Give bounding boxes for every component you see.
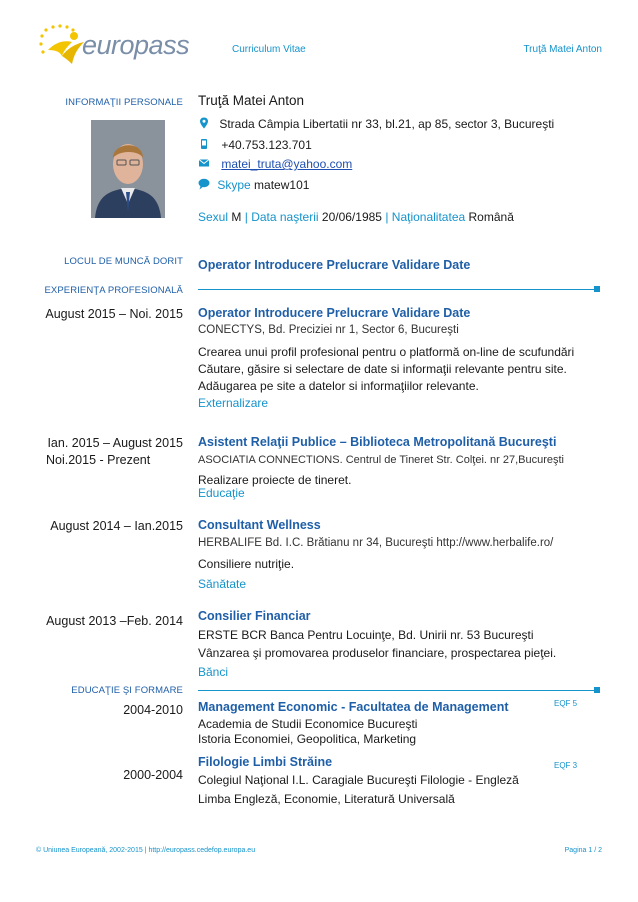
section-label-desired-job: LOCUL DE MUNCĂ DORIT <box>64 256 183 267</box>
experience-dates-secondary: Noi.2015 - Prezent <box>46 453 151 467</box>
birth-label: Data naşterii <box>251 210 319 224</box>
experience-title: Consultant Wellness <box>198 518 321 532</box>
section-divider <box>198 690 596 691</box>
doc-title: Curriculum Vitae <box>232 44 306 55</box>
nationality-value: Română <box>468 210 514 224</box>
section-label-experience: EXPERIENŢA PROFESIONALĂ <box>44 285 183 296</box>
experience-description-line: Realizare proiecte de tineret. <box>198 473 352 487</box>
experience-description-line: Consiliere nutriţie. <box>198 557 295 571</box>
education-dates: 2000-2004 <box>123 768 183 782</box>
email-link[interactable]: matei_truta@yahoo.com <box>221 157 353 171</box>
section-label-education: EDUCAŢIE ŞI FORMARE <box>71 685 183 696</box>
experience-dates: August 2013 –Feb. 2014 <box>46 614 183 628</box>
experience-category: Educaţie <box>198 486 245 500</box>
header-name: Truţă Matei Anton <box>523 44 602 55</box>
experience-description-line: Adăugarea pe site a datelor si informaţiilor relevante. <box>198 379 479 393</box>
education-dates: 2004-2010 <box>123 703 183 717</box>
speech-bubble-icon <box>198 178 210 190</box>
separator: | <box>385 210 389 224</box>
education-title: Filologie Limbi Străine <box>198 755 333 769</box>
experience-dates: August 2015 – Noi. 2015 <box>45 307 183 321</box>
phone-icon <box>198 138 210 150</box>
experience-category: Bănci <box>198 665 229 679</box>
education-title: Management Economic - Facultatea de Management <box>198 700 509 714</box>
nationality-label: Naţionalitatea <box>391 210 466 224</box>
location-pin-icon <box>198 117 210 129</box>
skype-id: matew101 <box>254 178 310 192</box>
section-label-personal: INFORMAŢII PERSONALE <box>65 97 183 108</box>
experience-dates: Ian. 2015 – August 2015 <box>47 436 183 450</box>
section-divider-end <box>594 286 600 292</box>
address: Strada Câmpia Libertatii nr 33, bl.21, ap 85, sector 3, Bucureşti <box>219 117 555 131</box>
email-row <box>198 157 352 171</box>
eqf-level: EQF 3 <box>554 761 578 770</box>
europass-logo <box>38 24 188 68</box>
sex-label: Sexul <box>198 210 229 224</box>
section-divider-end <box>594 687 600 693</box>
education-institution: Academia de Studii Economice Bucureşti <box>198 717 418 731</box>
separator: | <box>244 210 248 224</box>
eqf-level: EQF 5 <box>554 699 578 708</box>
experience-description-line: Căutare, găsire si selectare de date si informaţii relevante pentru site. <box>198 362 567 376</box>
experience-description-line: Vânzarea şi promovarea produselor financiare, prospectarea pieţei. <box>198 646 557 660</box>
personal-details-row <box>198 210 514 224</box>
footer-copyright: © Uniunea Europeană, 2002-2015 | http://europass.cedefop.europa.eu <box>36 847 256 854</box>
experience-employer: ERSTE BCR Banca Pentru Locuinţe, Bd. Unirii nr. 53 Bucureşti <box>198 628 534 642</box>
envelope-icon <box>198 157 210 169</box>
education-institution: Colegiul Naţional I.L. Caragiale Bucureşti Filologie - Engleză <box>198 773 519 787</box>
section-divider <box>198 289 596 290</box>
address-row <box>198 117 554 131</box>
experience-title: Asistent Relaţii Publice – Biblioteca Metropolitană Bucureşti <box>198 435 557 449</box>
birth-value: 20/06/1985 <box>321 210 382 224</box>
phone: +40.753.123.701 <box>221 138 312 152</box>
sex-value: M <box>231 210 242 224</box>
experience-category: Externalizare <box>198 396 269 410</box>
experience-title: Consilier Financiar <box>198 609 311 623</box>
experience-dates: August 2014 – Ian.2015 <box>50 519 183 533</box>
education-subjects: Istoria Economiei, Geopolitica, Marketing <box>198 732 417 746</box>
experience-employer: HERBALIFE Bd. I.C. Brătianu nr 34, Bucureşti http://www.herbalife.ro/ <box>198 537 554 549</box>
skype-row <box>198 178 309 192</box>
experience-title: Operator Introducere Prelucrare Validare Date <box>198 306 471 320</box>
skype-label: Skype <box>217 178 251 192</box>
experience-category: Sănătate <box>198 577 247 591</box>
profile-photo <box>91 120 165 218</box>
footer-page-number: Pagina 1 / 2 <box>564 847 602 854</box>
experience-description-line: Crearea unui profil profesional pentru o platformă on-line de scufundări <box>198 345 575 359</box>
education-subjects: Limba Engleză, Economie, Literatură Universală <box>198 792 455 806</box>
experience-employer: ASOCIATIA CONNECTIONS. Centrul de Tineret Str. Colţei. nr 27,Bucureşti <box>198 454 564 466</box>
phone-row <box>198 138 312 152</box>
experience-employer: CONECTYS, Bd. Preciziei nr 1, Sector 6, Bucureşti <box>198 324 459 336</box>
desired-job-title: Operator Introducere Prelucrare Validare Date <box>198 258 471 272</box>
logo-text: europass <box>82 30 190 60</box>
person-name: Truţă Matei Anton <box>198 93 305 108</box>
